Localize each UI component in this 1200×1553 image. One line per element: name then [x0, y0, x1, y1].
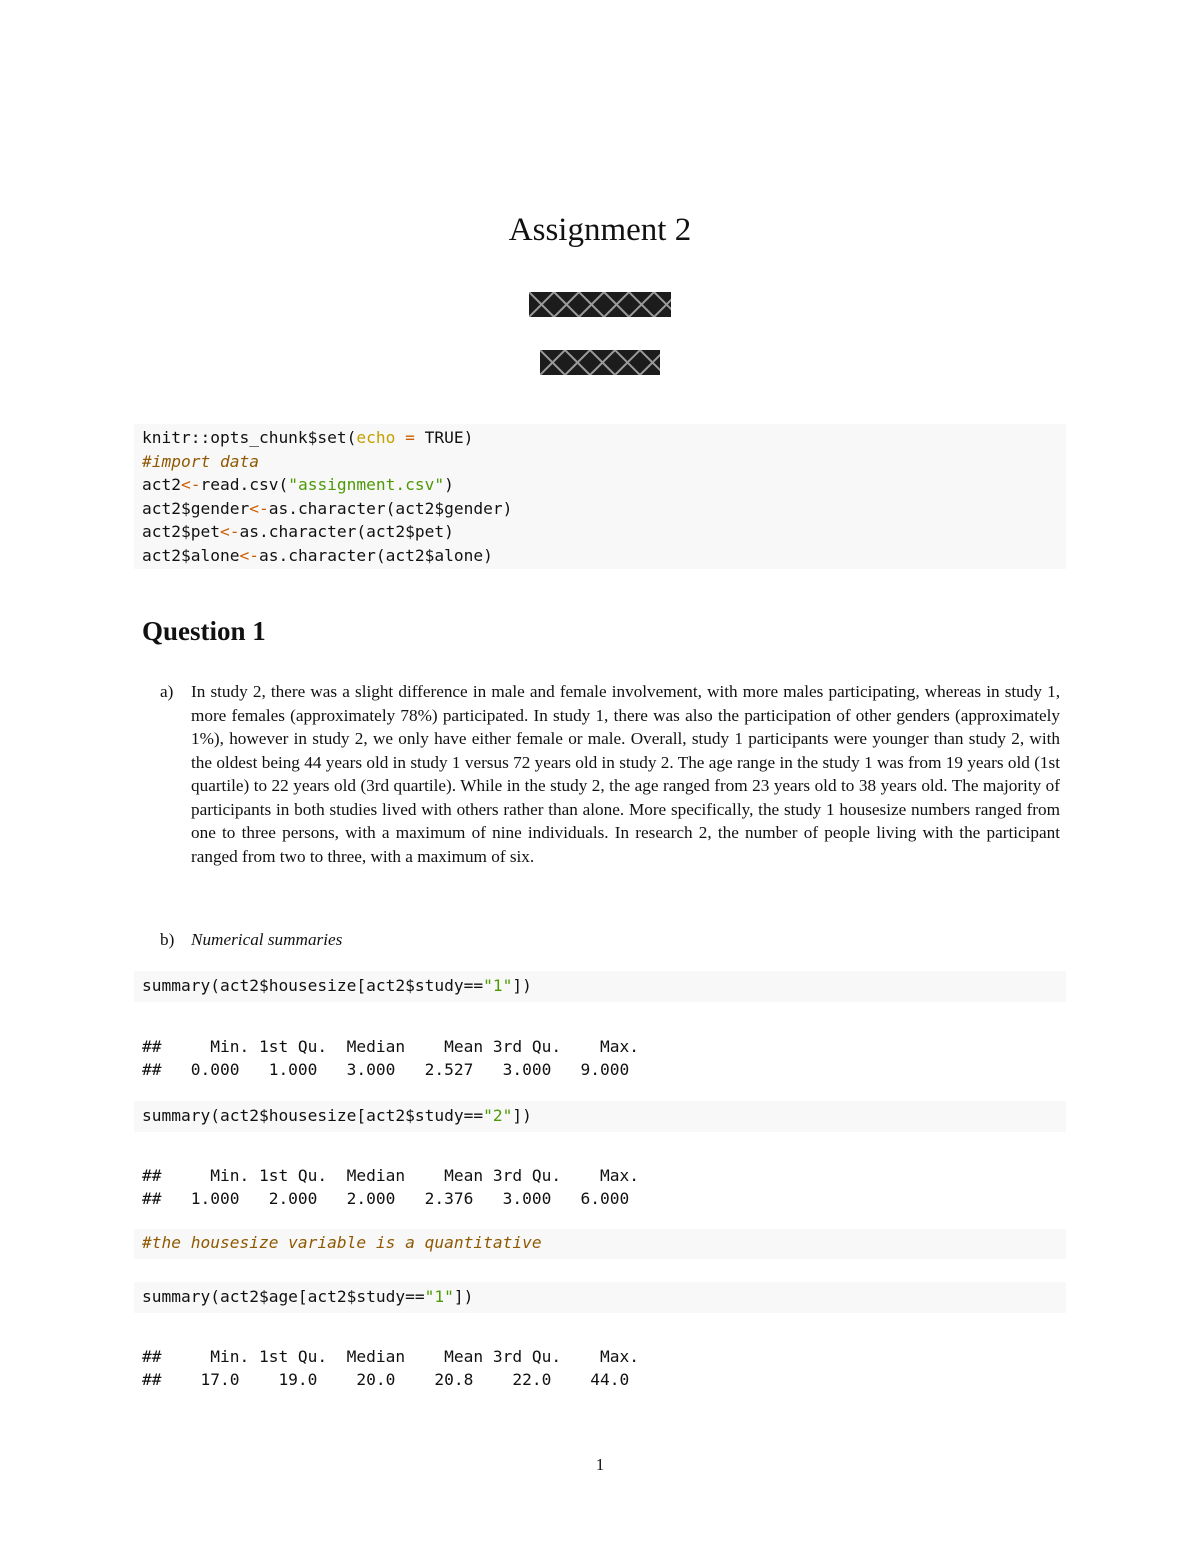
list-item-b	[160, 928, 1060, 952]
code-token: "2"	[483, 1106, 513, 1125]
code-token: as.character(act2$alone)	[258, 545, 493, 565]
redacted-date	[540, 350, 660, 375]
code-token: ])	[453, 1287, 474, 1306]
list-item-text: In study 2, there was a slight difference in male and female involvement, with more males participating, whereas in study 1, more females (approximately 78%) participated. In study 1, there was also the participation of other genders (approximately 1%), however in study 2, we only have either female or male. Overall, study 1 participants were younger than study 2, with the oldest being 44 years old in study 1 versus 72 years old in study 2. The age range in the study 1 was from 19 years old (1st quartile) to 22 years old (3rd quartile). While in the study 2, the age ranged from 23 years old to 38 years old. The majority of participants in both studies lived with others rather than alone. More specifically, the study 1 housesize numbers ranged from one to three persons, with a maximum of nine individuals. In research 2, the number of people living with the participant ranged from two to three, with a maximum of six.	[191, 682, 1060, 866]
code-token: <-	[219, 522, 240, 541]
list-item-a	[160, 680, 1060, 868]
code-token: as.character(act2$pet)	[239, 522, 454, 541]
code-block	[134, 1229, 1066, 1259]
code-token: <-	[239, 545, 259, 565]
code-token: act2$alone	[142, 545, 240, 565]
code-token: ])	[512, 1106, 532, 1125]
code-token: read.csv(	[200, 475, 289, 494]
code-token: knitr::opts_chunk$set(	[142, 428, 357, 447]
code-token: summary(act2$age[act2$study==	[142, 1287, 425, 1306]
code-token: <-	[180, 475, 201, 494]
code-comment: #import data	[142, 451, 259, 471]
output-header: ## Min. 1st Qu. Median Mean 3rd Qu. Max.	[142, 1037, 640, 1056]
redacted-author	[529, 292, 671, 317]
code-block	[134, 971, 1066, 1002]
output-header: ## Min. 1st Qu. Median Mean 3rd Qu. Max.	[142, 1166, 640, 1185]
list-label: a)	[160, 682, 174, 701]
code-comment: #the housesize variable is a quantitative	[142, 1233, 542, 1252]
output-values: ## 1.000 2.000 2.000 2.376 3.000 6.000	[142, 1189, 630, 1208]
output-header: ## Min. 1st Qu. Median Mean 3rd Qu. Max.	[142, 1347, 640, 1366]
section-heading: Question 1	[142, 616, 266, 646]
code-token: TRUE)	[424, 428, 474, 447]
output-values: ## 17.0 19.0 20.0 20.8 22.0 44.0	[142, 1370, 630, 1389]
setup-code	[134, 424, 1066, 567]
code-block	[134, 1101, 1066, 1132]
code-block	[134, 1282, 1066, 1313]
code-token: =	[395, 428, 425, 447]
code-token: ])	[512, 976, 532, 995]
code-token: "1"	[424, 1287, 454, 1306]
list-item-text: Numerical summaries	[191, 930, 343, 949]
code-token: act2$gender	[142, 498, 250, 518]
page-number: 1	[595, 1455, 605, 1474]
code-token: summary(act2$housesize[act2$study==	[142, 976, 484, 995]
code-token: <-	[249, 498, 269, 518]
output-values: ## 0.000 1.000 3.000 2.527 3.000 9.000	[142, 1060, 630, 1079]
code-token: as.character(act2$gender)	[268, 498, 513, 518]
code-token: act2	[142, 475, 181, 494]
document-title: Assignment 2	[508, 212, 692, 248]
code-token: summary(act2$housesize[act2$study==	[142, 1106, 484, 1125]
code-token: "1"	[483, 976, 513, 995]
code-token: echo	[356, 428, 396, 447]
code-token: )	[444, 475, 454, 494]
list-label: b)	[160, 930, 175, 949]
setup-code-block	[134, 424, 1066, 569]
code-token: act2$pet	[142, 522, 220, 541]
code-token: "assignment.csv"	[288, 475, 445, 494]
